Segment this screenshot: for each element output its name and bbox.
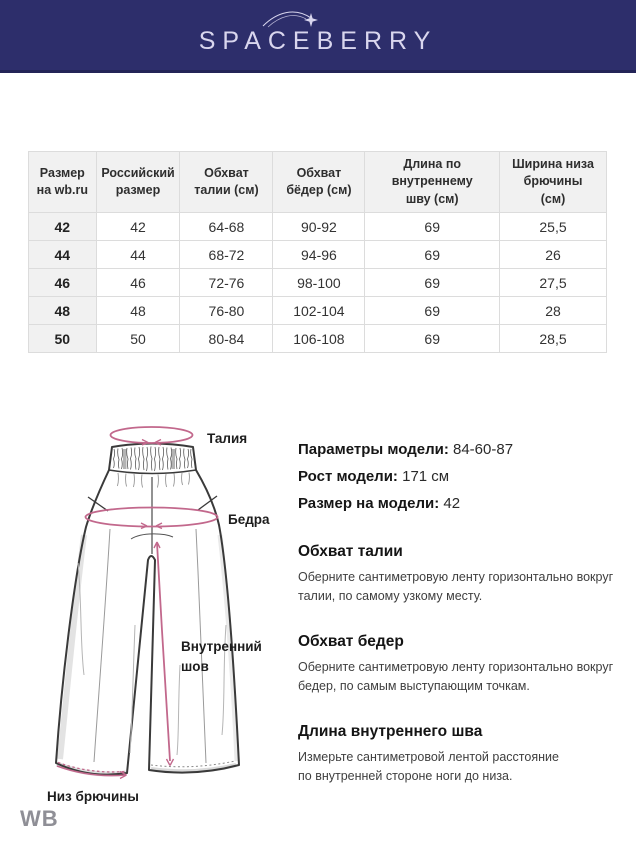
table-header-row bbox=[29, 152, 607, 213]
table-cell: 48 bbox=[29, 297, 97, 325]
column-header bbox=[365, 152, 500, 213]
table-cell: 44 bbox=[29, 241, 97, 269]
column-header-label: Размер на wb.ru bbox=[36, 165, 88, 197]
table-cell: 72-76 bbox=[180, 269, 273, 297]
table-cell: 106-108 bbox=[273, 325, 365, 353]
table-cell: 68-72 bbox=[180, 241, 273, 269]
table-cell: 42 bbox=[29, 213, 97, 241]
hips-label: Бедра bbox=[228, 512, 270, 527]
table-cell: 69 bbox=[365, 297, 500, 325]
table-cell: 98-100 bbox=[273, 269, 365, 297]
guide-section-inseam bbox=[298, 723, 620, 787]
table-cell: 44 bbox=[96, 241, 180, 269]
table-cell: 50 bbox=[29, 325, 97, 353]
table-cell: 50 bbox=[96, 325, 180, 353]
table-row bbox=[29, 297, 607, 325]
model-params-label: Параметры модели: bbox=[298, 441, 449, 458]
table-cell: 42 bbox=[96, 213, 180, 241]
guide-title: Длина внутреннего шва bbox=[298, 722, 483, 740]
table-cell: 46 bbox=[29, 269, 97, 297]
guide-section-hips bbox=[298, 633, 620, 697]
brand-logo: SPACEBERRY bbox=[198, 27, 438, 55]
model-info bbox=[298, 436, 620, 517]
column-header-label: Ширина низа брючины (см) bbox=[512, 156, 594, 206]
table-cell: 69 bbox=[365, 325, 500, 353]
column-header bbox=[180, 152, 273, 213]
model-height bbox=[298, 463, 620, 490]
table-cell: 102-104 bbox=[273, 297, 365, 325]
table-row bbox=[29, 213, 607, 241]
table-cell: 80-84 bbox=[180, 325, 273, 353]
model-size-value: 42 bbox=[443, 495, 461, 512]
column-header bbox=[273, 152, 365, 213]
guide-text: Оберните сантиметровую ленту горизонтально вокруг бедер, по самым выступающим точкам. bbox=[298, 659, 614, 694]
column-header-label: Длина по внутреннему шву (см) bbox=[391, 156, 473, 206]
column-header-label: Обхват бёдер (см) bbox=[286, 165, 352, 197]
column-header-label: Российский размер bbox=[101, 165, 175, 197]
table-cell: 28,5 bbox=[500, 325, 607, 353]
model-height-value: 171 см bbox=[402, 468, 450, 485]
table-cell: 69 bbox=[365, 241, 500, 269]
model-size-label: Размер на модели: bbox=[298, 495, 440, 512]
table-cell: 48 bbox=[96, 297, 180, 325]
table-cell: 46 bbox=[96, 269, 180, 297]
guide-section-waist bbox=[298, 543, 620, 607]
table-cell: 28 bbox=[500, 297, 607, 325]
guide-text: Оберните сантиметровую ленту горизонтально вокруг талии, по самому узкому месту. bbox=[298, 570, 614, 604]
model-size bbox=[298, 490, 620, 517]
table-cell: 90-92 bbox=[273, 213, 365, 241]
table-cell: 69 bbox=[365, 213, 500, 241]
column-header bbox=[500, 152, 607, 213]
table-cell: 94-96 bbox=[273, 241, 365, 269]
size-table bbox=[28, 151, 607, 353]
guide-text: Измерьте сантиметровой лентой расстояние по внутренней стороне ноги до низа. bbox=[298, 749, 559, 783]
column-header bbox=[96, 152, 180, 213]
table-cell: 69 bbox=[365, 269, 500, 297]
model-height-label: Рост модели: bbox=[298, 468, 398, 485]
column-header-label: Обхват талии (см) bbox=[194, 165, 259, 197]
table-row bbox=[29, 325, 607, 353]
pants-diagram bbox=[30, 413, 280, 793]
column-header bbox=[29, 152, 97, 213]
table-cell: 76-80 bbox=[180, 297, 273, 325]
pants-outline bbox=[56, 444, 239, 775]
model-params-value: 84-60-87 bbox=[453, 441, 514, 458]
wb-watermark: WB bbox=[20, 806, 59, 831]
inner-seam-label: Внутренний шов bbox=[181, 639, 262, 674]
brand-header bbox=[0, 0, 636, 73]
leg-bottom-label: Низ брючины bbox=[47, 789, 139, 804]
table-cell: 64-68 bbox=[180, 213, 273, 241]
waist-measure-line bbox=[111, 427, 193, 445]
table-cell: 25,5 bbox=[500, 213, 607, 241]
waist-label: Талия bbox=[207, 431, 248, 446]
table-row bbox=[29, 241, 607, 269]
info-column bbox=[298, 436, 620, 786]
guide-title: Обхват бедер bbox=[298, 632, 404, 650]
table-cell: 26 bbox=[500, 241, 607, 269]
table-row bbox=[29, 269, 607, 297]
table-cell: 27,5 bbox=[500, 269, 607, 297]
model-params bbox=[298, 436, 620, 463]
guide-title: Обхват талии bbox=[298, 543, 403, 560]
